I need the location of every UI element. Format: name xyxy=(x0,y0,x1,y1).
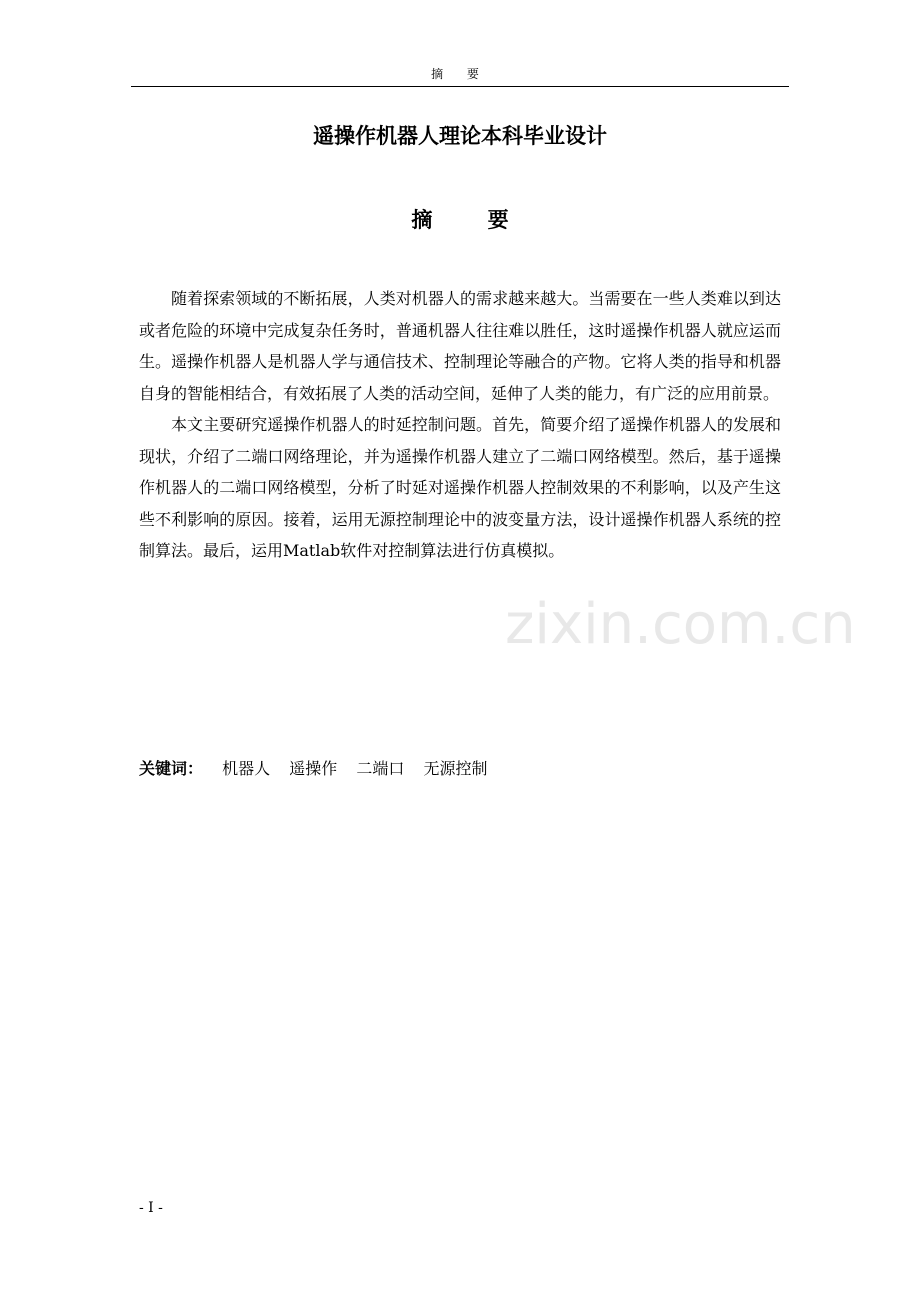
keywords-line xyxy=(139,755,781,783)
section-title: 摘 要 xyxy=(411,208,533,232)
keyword: 二端口 xyxy=(356,759,405,778)
abstract-body xyxy=(139,283,781,567)
running-header: 摘 要 xyxy=(431,67,489,81)
watermark: zixin.com.cn xyxy=(505,592,856,657)
document-title: 遥操作机器人理论本科毕业设计 xyxy=(313,124,607,148)
keyword: 遥操作 xyxy=(289,759,338,778)
abstract-paragraph: 本文主要研究遥操作机器人的时延控制问题。首先，简要介绍了遥操作机器人的发展和现状，介绍了二端口网络理论，并为遥操作机器人建立了二端口网络模型。然后，基于遥操作机器人的二端口网络模型，分析了时延对遥操作机器人控制效果的不利影响，以及产生这些不利影响的原因。接着，运用无源控制理论中的波变量方法，设计遥操作机器人系统的控制算法。最后，运用Matlab软件对控制算法进行仿真模拟。 xyxy=(139,415,781,560)
keyword: 无源控制 xyxy=(423,759,488,778)
abstract-paragraph: 随着探索领域的不断拓展，人类对机器人的需求越来越大。当需要在一些人类难以到达或者危险的环境中完成复杂任务时，普通机器人往往难以胜任，这时遥操作机器人就应运而生。遥操作机器人是机器人学与通信技术、控制理论等融合的产物。它将人类的指导和机器自身的智能相结合，有效拓展了人类的活动空间，延伸了人类的能力，有广泛的应用前景。 xyxy=(139,289,781,403)
page-number: - I - xyxy=(139,1200,163,1216)
keywords-label: 关键词： xyxy=(139,759,204,778)
header-rule xyxy=(131,86,789,87)
keyword: 机器人 xyxy=(222,759,271,778)
